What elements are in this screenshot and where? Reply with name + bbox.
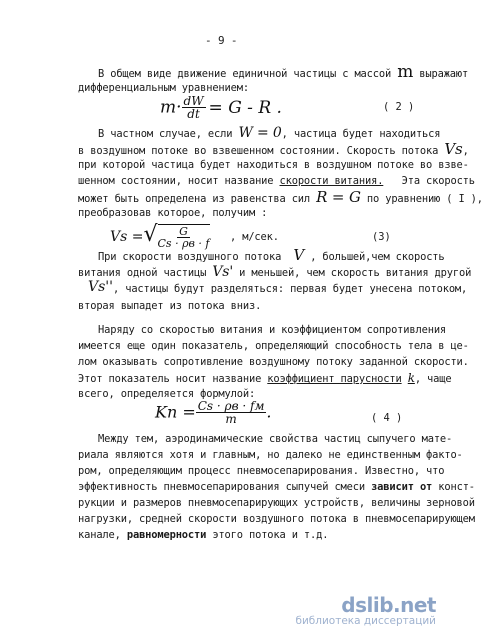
- paragraph-2-line-3: при которой частица будет находиться в воздушном потоке во взве-: [78, 159, 469, 171]
- equation-2-number: ( 2 ): [383, 101, 415, 113]
- dslib-subtitle: библиотека диссертаций: [295, 615, 436, 627]
- w-equals-zero: W = 0: [238, 125, 282, 141]
- paragraph-1-line-1: В общем виде движение единичной частицы с массой m выражают: [98, 62, 469, 82]
- paragraph-3-line-2: витания одной частицы Vs' и меньшей, чем скорость витания другой: [78, 264, 472, 280]
- paragraph-4-line-1: Наряду со скоростью витания и коэффициентом сопротивления: [98, 324, 447, 336]
- paragraph-2-line-5: может быть определена из равенства сил R = G по уравнению ( I ),: [78, 188, 483, 206]
- paragraph-2-line-4: шенном состоянии, носит название скорости витания. Эта скорость: [78, 175, 475, 187]
- page-number: - 9 -: [205, 34, 238, 47]
- paragraph-4-line-4: Этот показатель носит название коэффициент парусности k, чаще: [78, 371, 452, 385]
- v-symbol: V: [293, 246, 305, 264]
- vs-symbol: Vs: [444, 140, 463, 158]
- equation-3-number: (3): [372, 231, 391, 243]
- equation-4: Kп = $\frac{Cs \cdot \rho в \cdot fм}{m}$ .: [155, 399, 272, 426]
- paragraph-2-line-2: в воздушном потоке во взвешенном состоянии. Скорость потока Vs,: [78, 140, 469, 158]
- term-windage-coefficient: коэффициент парусности: [267, 373, 402, 385]
- paragraph-3-line-4: вторая выпадет из потока вниз.: [78, 300, 262, 312]
- paragraph-5-line-7: канале, равномерности этого потока и т.д.: [78, 529, 329, 541]
- equation-4-number: ( 4 ): [371, 412, 403, 424]
- equation-3: Vs =√ $\frac{G}{Cs \cdot \rho в \cdot f}$: [110, 222, 210, 250]
- paragraph-5-line-4: эффективность пневмосепарирования сыпучей смеси зависит от конст-: [78, 481, 475, 493]
- paragraph-2-line-6: преобразовав которое, получим :: [78, 207, 268, 219]
- vs-double-prime-symbol: Vs'': [88, 279, 113, 295]
- equation-3-unit: , м/сек.: [230, 231, 279, 243]
- paragraph-5-line-6: нагрузки, средней скорости воздушного потока в пневмосепарирующем: [78, 513, 475, 525]
- paragraph-5-line-2: риала являются хотя и главным, но далеко не единственным факто-: [78, 449, 463, 461]
- paragraph-4-line-3: лом оказывать сопротивление воздушному потоку заданной скорости.: [78, 356, 469, 368]
- equation-2: m· $\frac{dW}{dt}$ = G - R .: [160, 94, 282, 121]
- paragraph-4-line-2: имеется еще один показатель, определяющий способность тела в це-: [78, 340, 469, 352]
- paragraph-1-line-2: дифференциальным уравнением:: [78, 82, 249, 94]
- paragraph-3-line-3: , частицы будут разделяться: первая будет унесена потоком,: [113, 283, 468, 295]
- mass-symbol: m: [397, 62, 414, 82]
- paragraph-4-line-5: всего, определяется формулой:: [78, 388, 256, 400]
- dslib-watermark: [295, 593, 436, 627]
- paragraph-2-line-1: В частном случае, если W = 0, частица будет находиться: [98, 125, 441, 141]
- paragraph-5-line-1: Между тем, аэродинамические свойства частиц сыпучего мате-: [98, 433, 453, 445]
- paragraph-5-line-3: ром, определяющим процесс пневмосепарирования. Известно, что: [78, 465, 445, 477]
- paragraph-3-line-1: При скорости воздушного потока V , большей,чем скорость: [98, 246, 445, 264]
- vs-prime-symbol: Vs': [212, 264, 234, 280]
- dslib-logo: dslib.net: [341, 593, 436, 617]
- term-settling-velocity: скорости витания.: [279, 175, 384, 187]
- paragraph-5-line-5: рукции и размеров пневмосепарирующих устройств, величины зерновой: [78, 497, 475, 509]
- r-equals-g: R = G: [316, 188, 361, 206]
